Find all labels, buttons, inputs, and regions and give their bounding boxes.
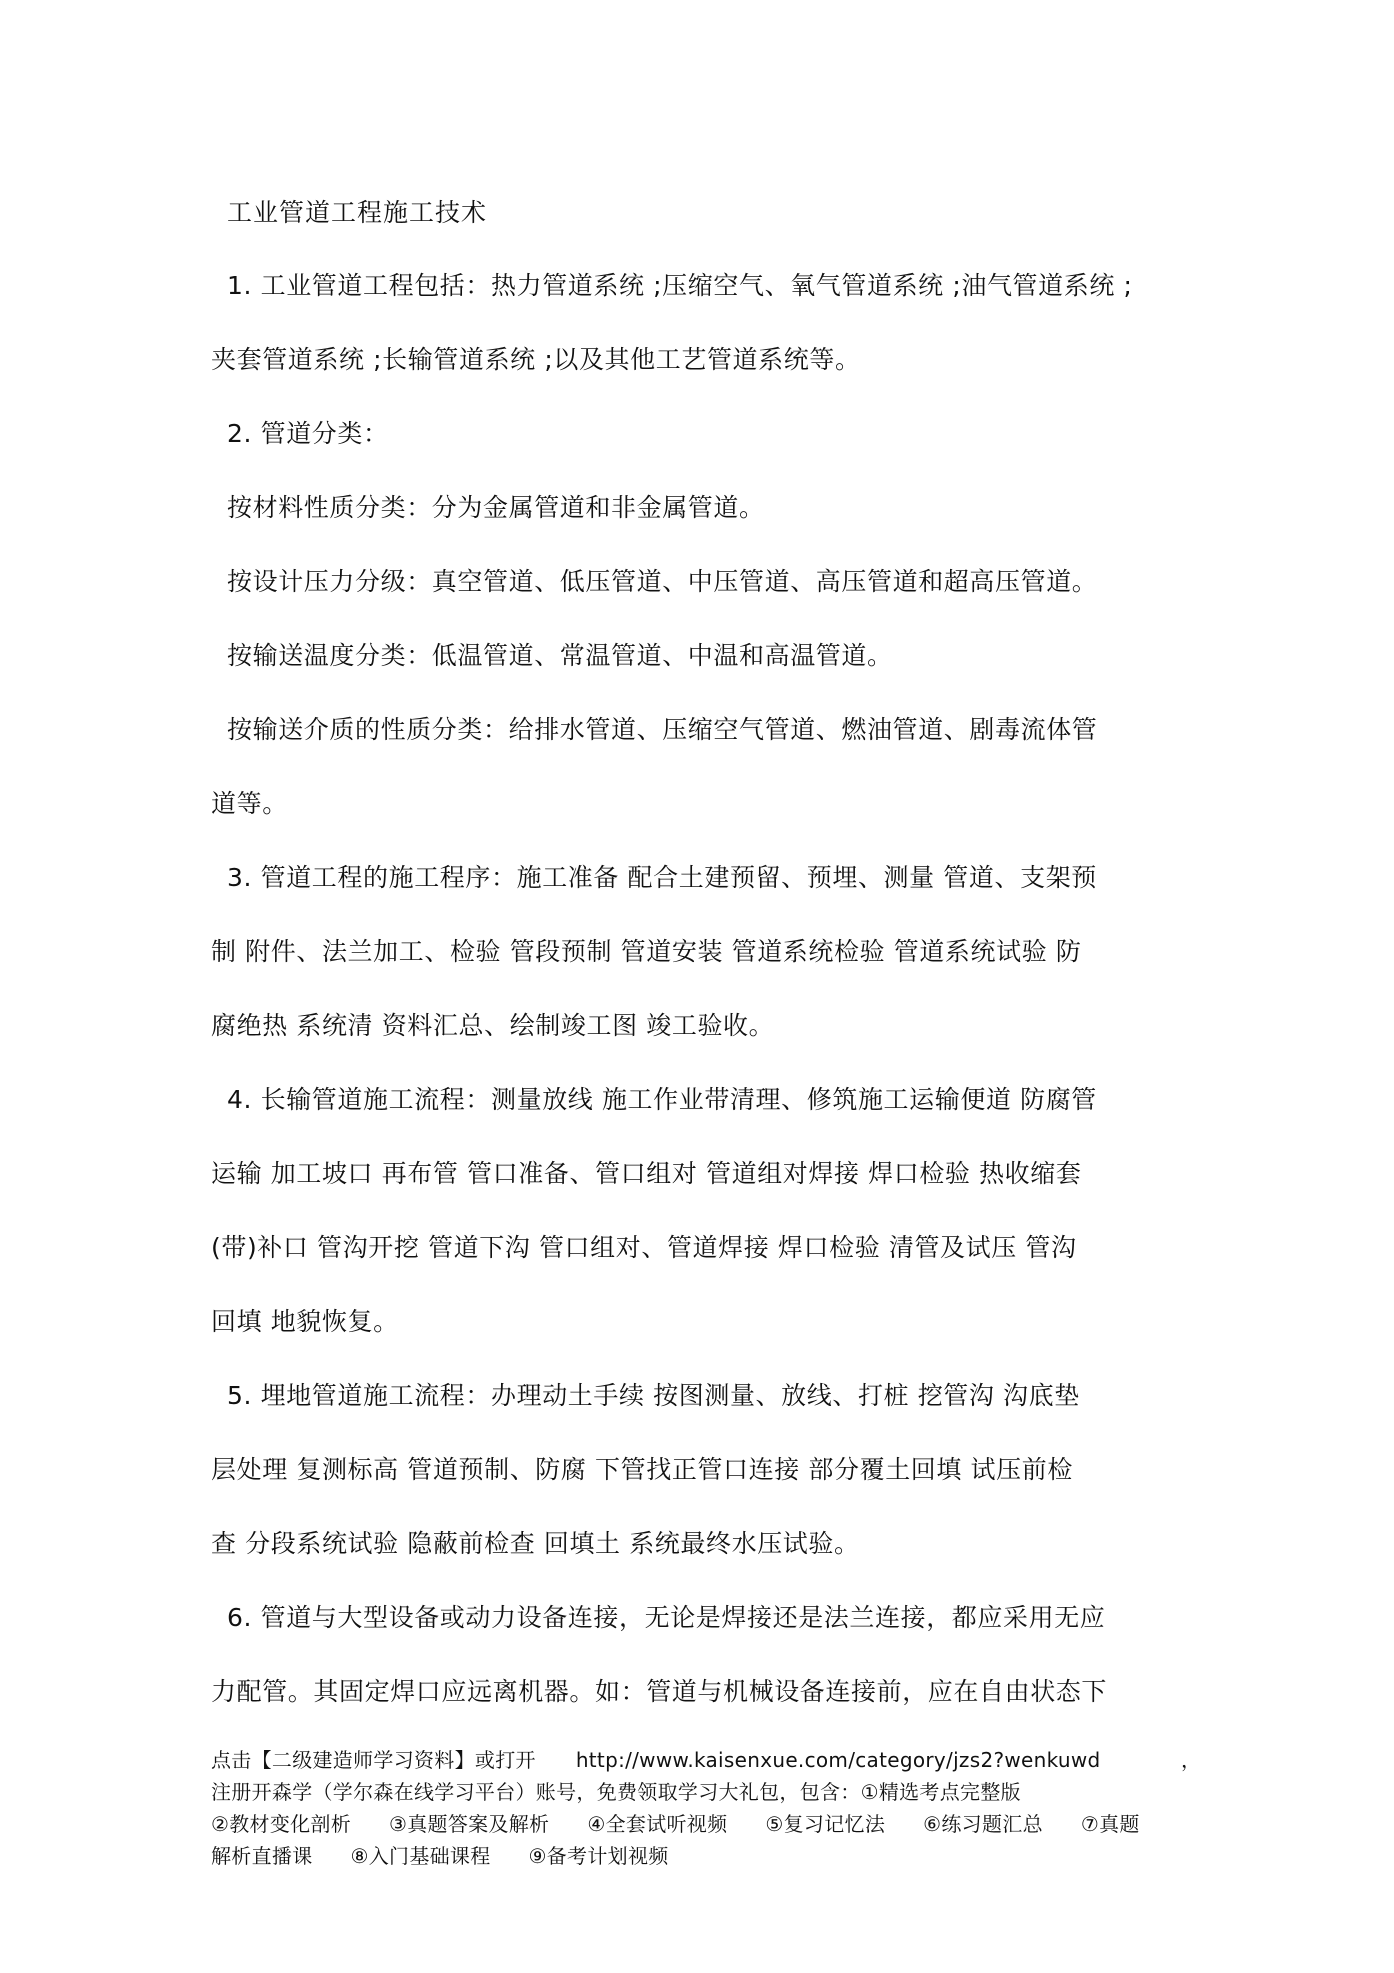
body-line: (带)补口 管沟开挖 管道下沟 管口组对、管道焊接 焊口检验 清管及试压 管沟	[211, 1233, 1077, 1262]
footer-item: ②教材变化剖析	[211, 1812, 352, 1836]
footer-item: ⑥练习题汇总	[923, 1812, 1043, 1836]
document-title: 工业管道工程施工技术	[227, 198, 488, 227]
footer-line-3	[211, 1808, 1201, 1840]
footer-item: ⑧入门基础课程	[350, 1844, 491, 1868]
body-line: 5. 埋地管道施工流程：办理动土手续 按图测量、放线、打桩 挖管沟 沟底垫	[227, 1381, 1080, 1410]
body-line: 腐绝热 系统清 资料汇总、绘制竣工图 竣工验收。	[211, 1011, 775, 1040]
body-line: 夹套管道系统 ;长输管道系统 ;以及其他工艺管道系统等。	[211, 345, 861, 374]
body-line: 力配管。其固定焊口应远离机器。如：管道与机械设备连接前，应在自由状态下	[211, 1677, 1108, 1706]
footer-item: ⑤复习记忆法	[765, 1812, 886, 1836]
footer-line-2: 注册开森学（学尔森在线学习平台）账号，免费领取学习大礼包，包含：①精选考点完整版	[211, 1780, 1021, 1804]
footer-item: 解析直播课	[211, 1844, 313, 1868]
body-line: 道等。	[211, 789, 288, 818]
body-line: 层处理 复测标高 管道预制、防腐 下管找正管口连接 部分覆土回填 试压前检	[211, 1455, 1073, 1484]
footer-item: ⑨备考计划视频	[528, 1844, 669, 1868]
footer-item: ⑦真题	[1080, 1812, 1140, 1836]
document-body	[211, 266, 1196, 1746]
footer-link-text[interactable]: 点击【二级建造师学习资料】或打开	[211, 1748, 536, 1772]
body-line: 制 附件、法兰加工、检验 管段预制 管道安装 管道系统检验 管道系统试验 防	[211, 937, 1082, 966]
body-line: 6. 管道与大型设备或动力设备连接，无论是焊接还是法兰连接，都应采用无应	[227, 1603, 1106, 1632]
body-line: 按输送介质的性质分类：给排水管道、压缩空气管道、燃油管道、剧毒流体管	[227, 715, 1098, 744]
body-line: 查 分段系统试验 隐蔽前检查 回填土 系统最终水压试验。	[211, 1529, 860, 1558]
footer-comma: ，	[1181, 1748, 1202, 1772]
body-line: 4. 长输管道施工流程：测量放线 施工作业带清理、修筑施工运输便道 防腐管	[227, 1085, 1097, 1114]
body-line: 回填 地貌恢复。	[211, 1307, 399, 1336]
promo-footer	[211, 1744, 1201, 1872]
footer-line-4	[211, 1840, 1201, 1872]
body-line: 按材料性质分类：分为金属管道和非金属管道。	[227, 493, 765, 522]
body-line: 按设计压力分级：真空管道、低压管道、中压管道、高压管道和超高压管道。	[227, 567, 1098, 596]
body-line: 按输送温度分类：低温管道、常温管道、中温和高温管道。	[227, 641, 893, 670]
body-line: 2. 管道分类：	[227, 419, 389, 448]
footer-url[interactable]: http://www.kaisenxue.com/category/jzs2?wenkuwd	[575, 1748, 1101, 1772]
body-line: 1. 工业管道工程包括：热力管道系统 ;压缩空气、氧气管道系统 ;油气管道系统 ;	[227, 271, 1133, 300]
footer-item: ③真题答案及解析	[389, 1812, 550, 1836]
footer-item: ④全套试听视频	[587, 1812, 728, 1836]
footer-line-1	[211, 1744, 1201, 1776]
body-line: 运输 加工坡口 再布管 管口准备、管口组对 管道组对焊接 焊口检验 热收缩套	[211, 1159, 1082, 1188]
body-line: 3. 管道工程的施工程序：施工准备 配合土建预留、预埋、测量 管道、支架预	[227, 863, 1097, 892]
